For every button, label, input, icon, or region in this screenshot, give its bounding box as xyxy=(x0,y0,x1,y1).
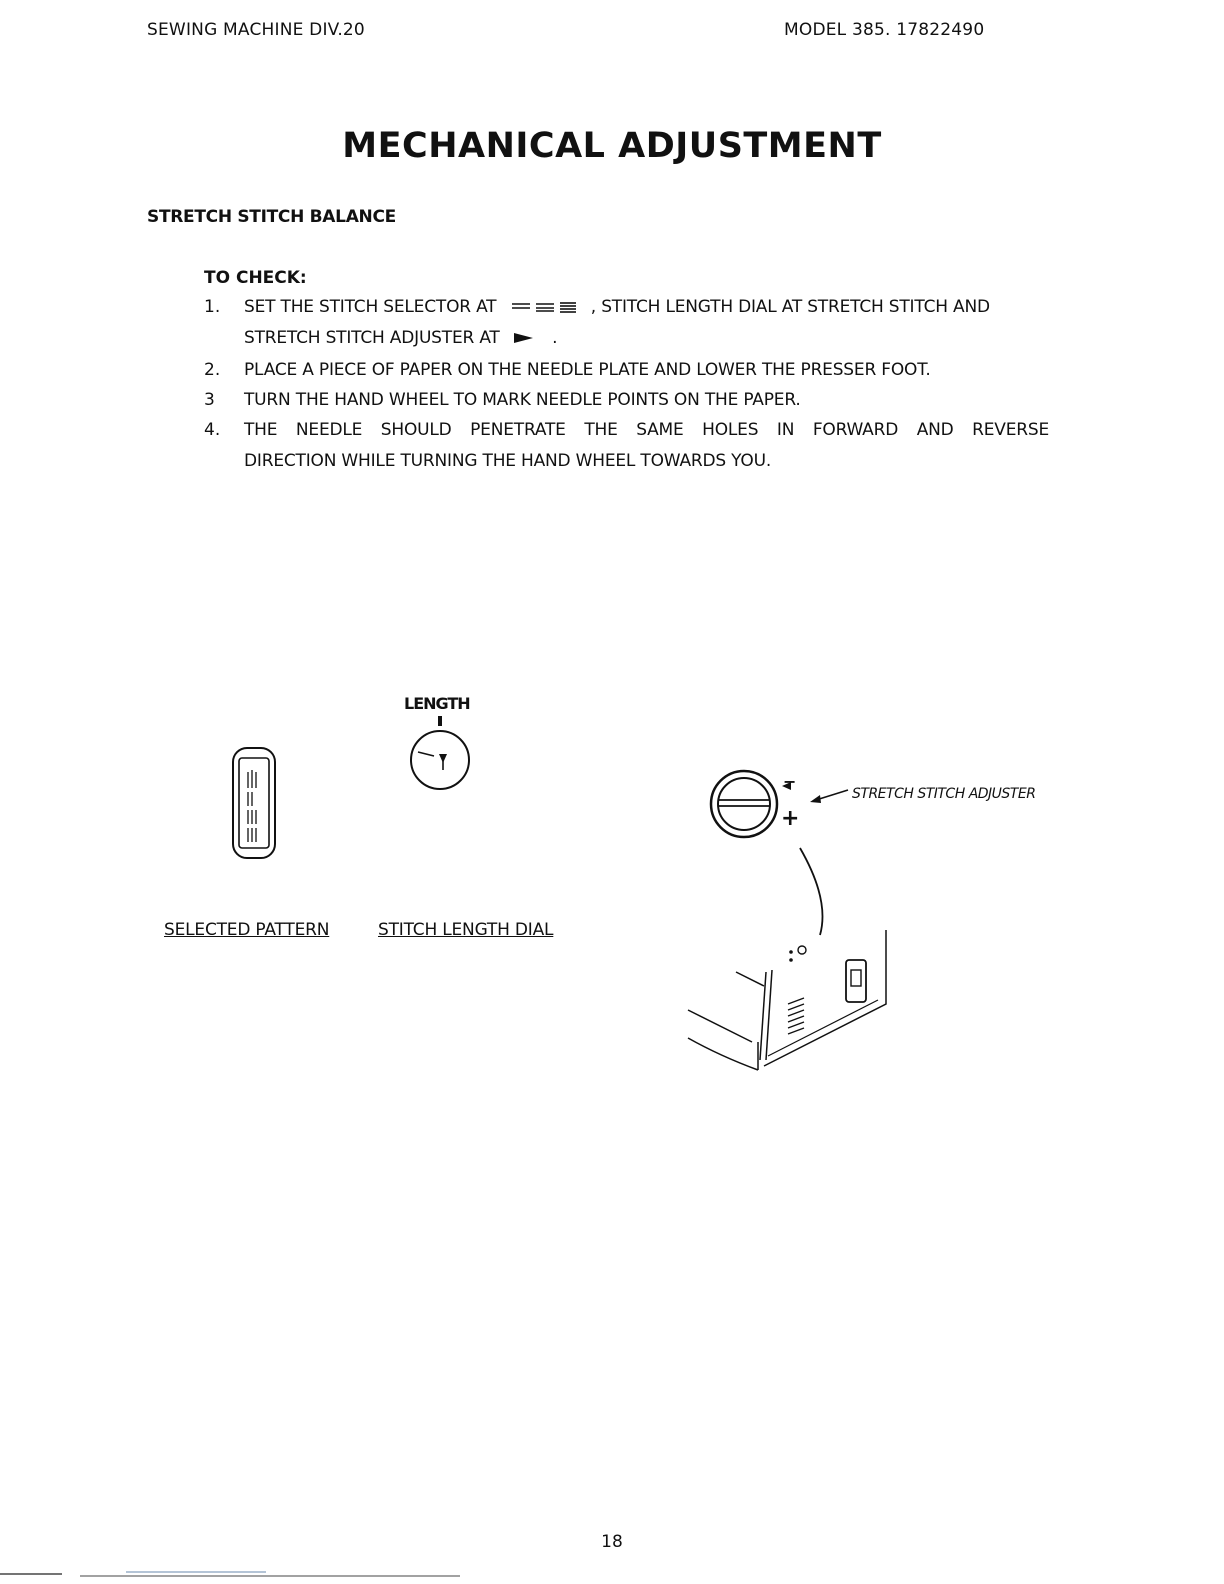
step-number: 1. xyxy=(204,297,221,317)
step-1-line-2 xyxy=(244,328,557,348)
step-1-text-a: SET THE STITCH SELECTOR AT xyxy=(244,297,497,317)
adjuster-minus-sign: − xyxy=(783,772,797,791)
step-number: 2. xyxy=(204,360,221,380)
page-title: MECHANICAL ADJUSTMENT xyxy=(342,126,882,166)
stretch-stitch-adjuster-label: STRETCH STITCH ADJUSTER xyxy=(852,786,1036,802)
step-1-text-b: , STITCH LENGTH DIAL AT STRETCH STITCH AND xyxy=(590,297,990,317)
adjuster-plus-sign: + xyxy=(781,806,800,831)
selected-pattern-window xyxy=(228,744,288,864)
step-4-line-1: THE NEEDLE SHOULD PENETRATE THE SAME HOLES IN FORWARD AND REVERSE xyxy=(244,420,1049,440)
step-1-text-c: STRETCH STITCH ADJUSTER AT xyxy=(244,328,500,348)
section-title: STRETCH STITCH BALANCE xyxy=(147,207,396,227)
header-left: SEWING MACHINE DIV.20 xyxy=(147,20,365,40)
triangle-pointer-icon xyxy=(513,332,535,344)
to-check-label: TO CHECK: xyxy=(204,268,307,288)
step-number: 3 xyxy=(204,390,215,410)
step-1-text-d: . xyxy=(552,328,558,348)
step-2-text: PLACE A PIECE OF PAPER ON THE NEEDLE PLATE AND LOWER THE PRESSER FOOT. xyxy=(244,360,931,380)
header-right: MODEL 385. 17822490 xyxy=(784,20,985,40)
step-3-text: TURN THE HAND WHEEL TO MARK NEEDLE POINTS ON THE PAPER. xyxy=(244,390,801,410)
caption-selected-pattern: SELECTED PATTERN xyxy=(164,920,330,940)
step-1-line-1 xyxy=(244,297,990,317)
page-number: 18 xyxy=(601,1532,623,1552)
step-4-line-2: DIRECTION WHILE TURNING THE HAND WHEEL TOWARDS YOU. xyxy=(244,451,772,471)
length-label: LENGTH xyxy=(404,694,470,713)
step-number: 4. xyxy=(204,420,221,440)
stitch-length-dial xyxy=(400,714,480,794)
stretch-stitch-pattern-icon xyxy=(510,300,582,314)
caption-stitch-length-dial: STITCH LENGTH DIAL xyxy=(378,920,554,940)
scan-edge-lines xyxy=(0,1570,470,1580)
